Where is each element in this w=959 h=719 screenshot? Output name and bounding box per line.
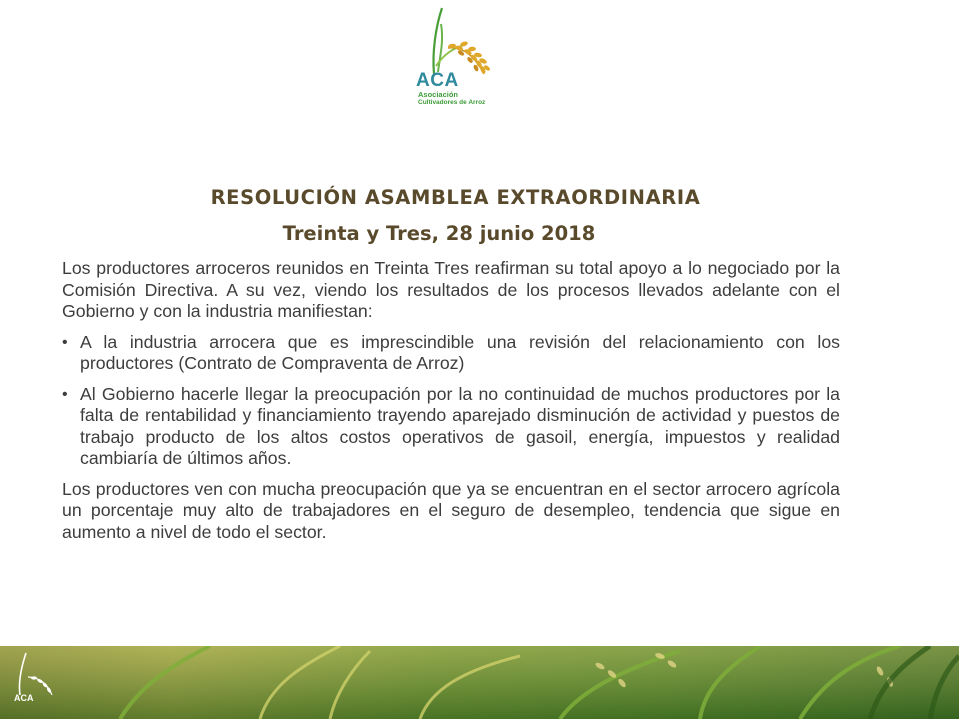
rice-stalk-icon — [414, 6, 498, 76]
rice-stalk-icon — [6, 651, 66, 695]
bullet-item: • Al Gobierno hacerle llegar la preocupación por la no continuidad de muchos productores por la falta de rentabilidad y financiamiento trayendo aparejado disminución de actividad y puestos de trabajo producto de los altos costos operativos de gasoil, energía, impuestos y realidad cambiaría de últimos años. — [62, 384, 840, 470]
aca-logo — [414, 6, 498, 110]
closing-paragraph: Los productores ven con mucha preocupación que ya se encuentran en el sector arrocero agrícola un porcentaje muy alto de trabajadores en el seguro de desempleo, tendencia que sigue en aumento a nivel de todo el sector. — [62, 478, 840, 542]
intro-paragraph: Los productores arroceros reunidos en Treinta Tres reafirman su total apoyo a lo negociado por la Comisión Directiva. A su vez, viendo los resultados de los procesos llevados adelante con el Gobierno y con la industria manifiestan: — [62, 258, 840, 321]
footer-logo-acronym: ACA — [14, 693, 34, 703]
document-body — [62, 258, 840, 543]
rice-field-banner — [0, 646, 959, 719]
bullet-item: • A la industria arrocera que es imprescindible una revisión del relacionamiento con los productores (Contrato de Compraventa de Arroz) — [62, 332, 840, 375]
document-subtitle: Treinta y Tres, 28 junio 2018 — [282, 222, 596, 245]
logo-line-1: Asociación — [418, 90, 459, 99]
footer-logo — [6, 651, 66, 719]
logo-acronym: ACA — [416, 70, 459, 91]
document-title: RESOLUCIÓN ASAMBLEA EXTRAORDINARIA — [210, 186, 701, 209]
bullet-list — [62, 332, 840, 470]
rice-field-image — [0, 646, 959, 719]
logo-line-2: Cultivadores de Arroz — [418, 99, 486, 106]
